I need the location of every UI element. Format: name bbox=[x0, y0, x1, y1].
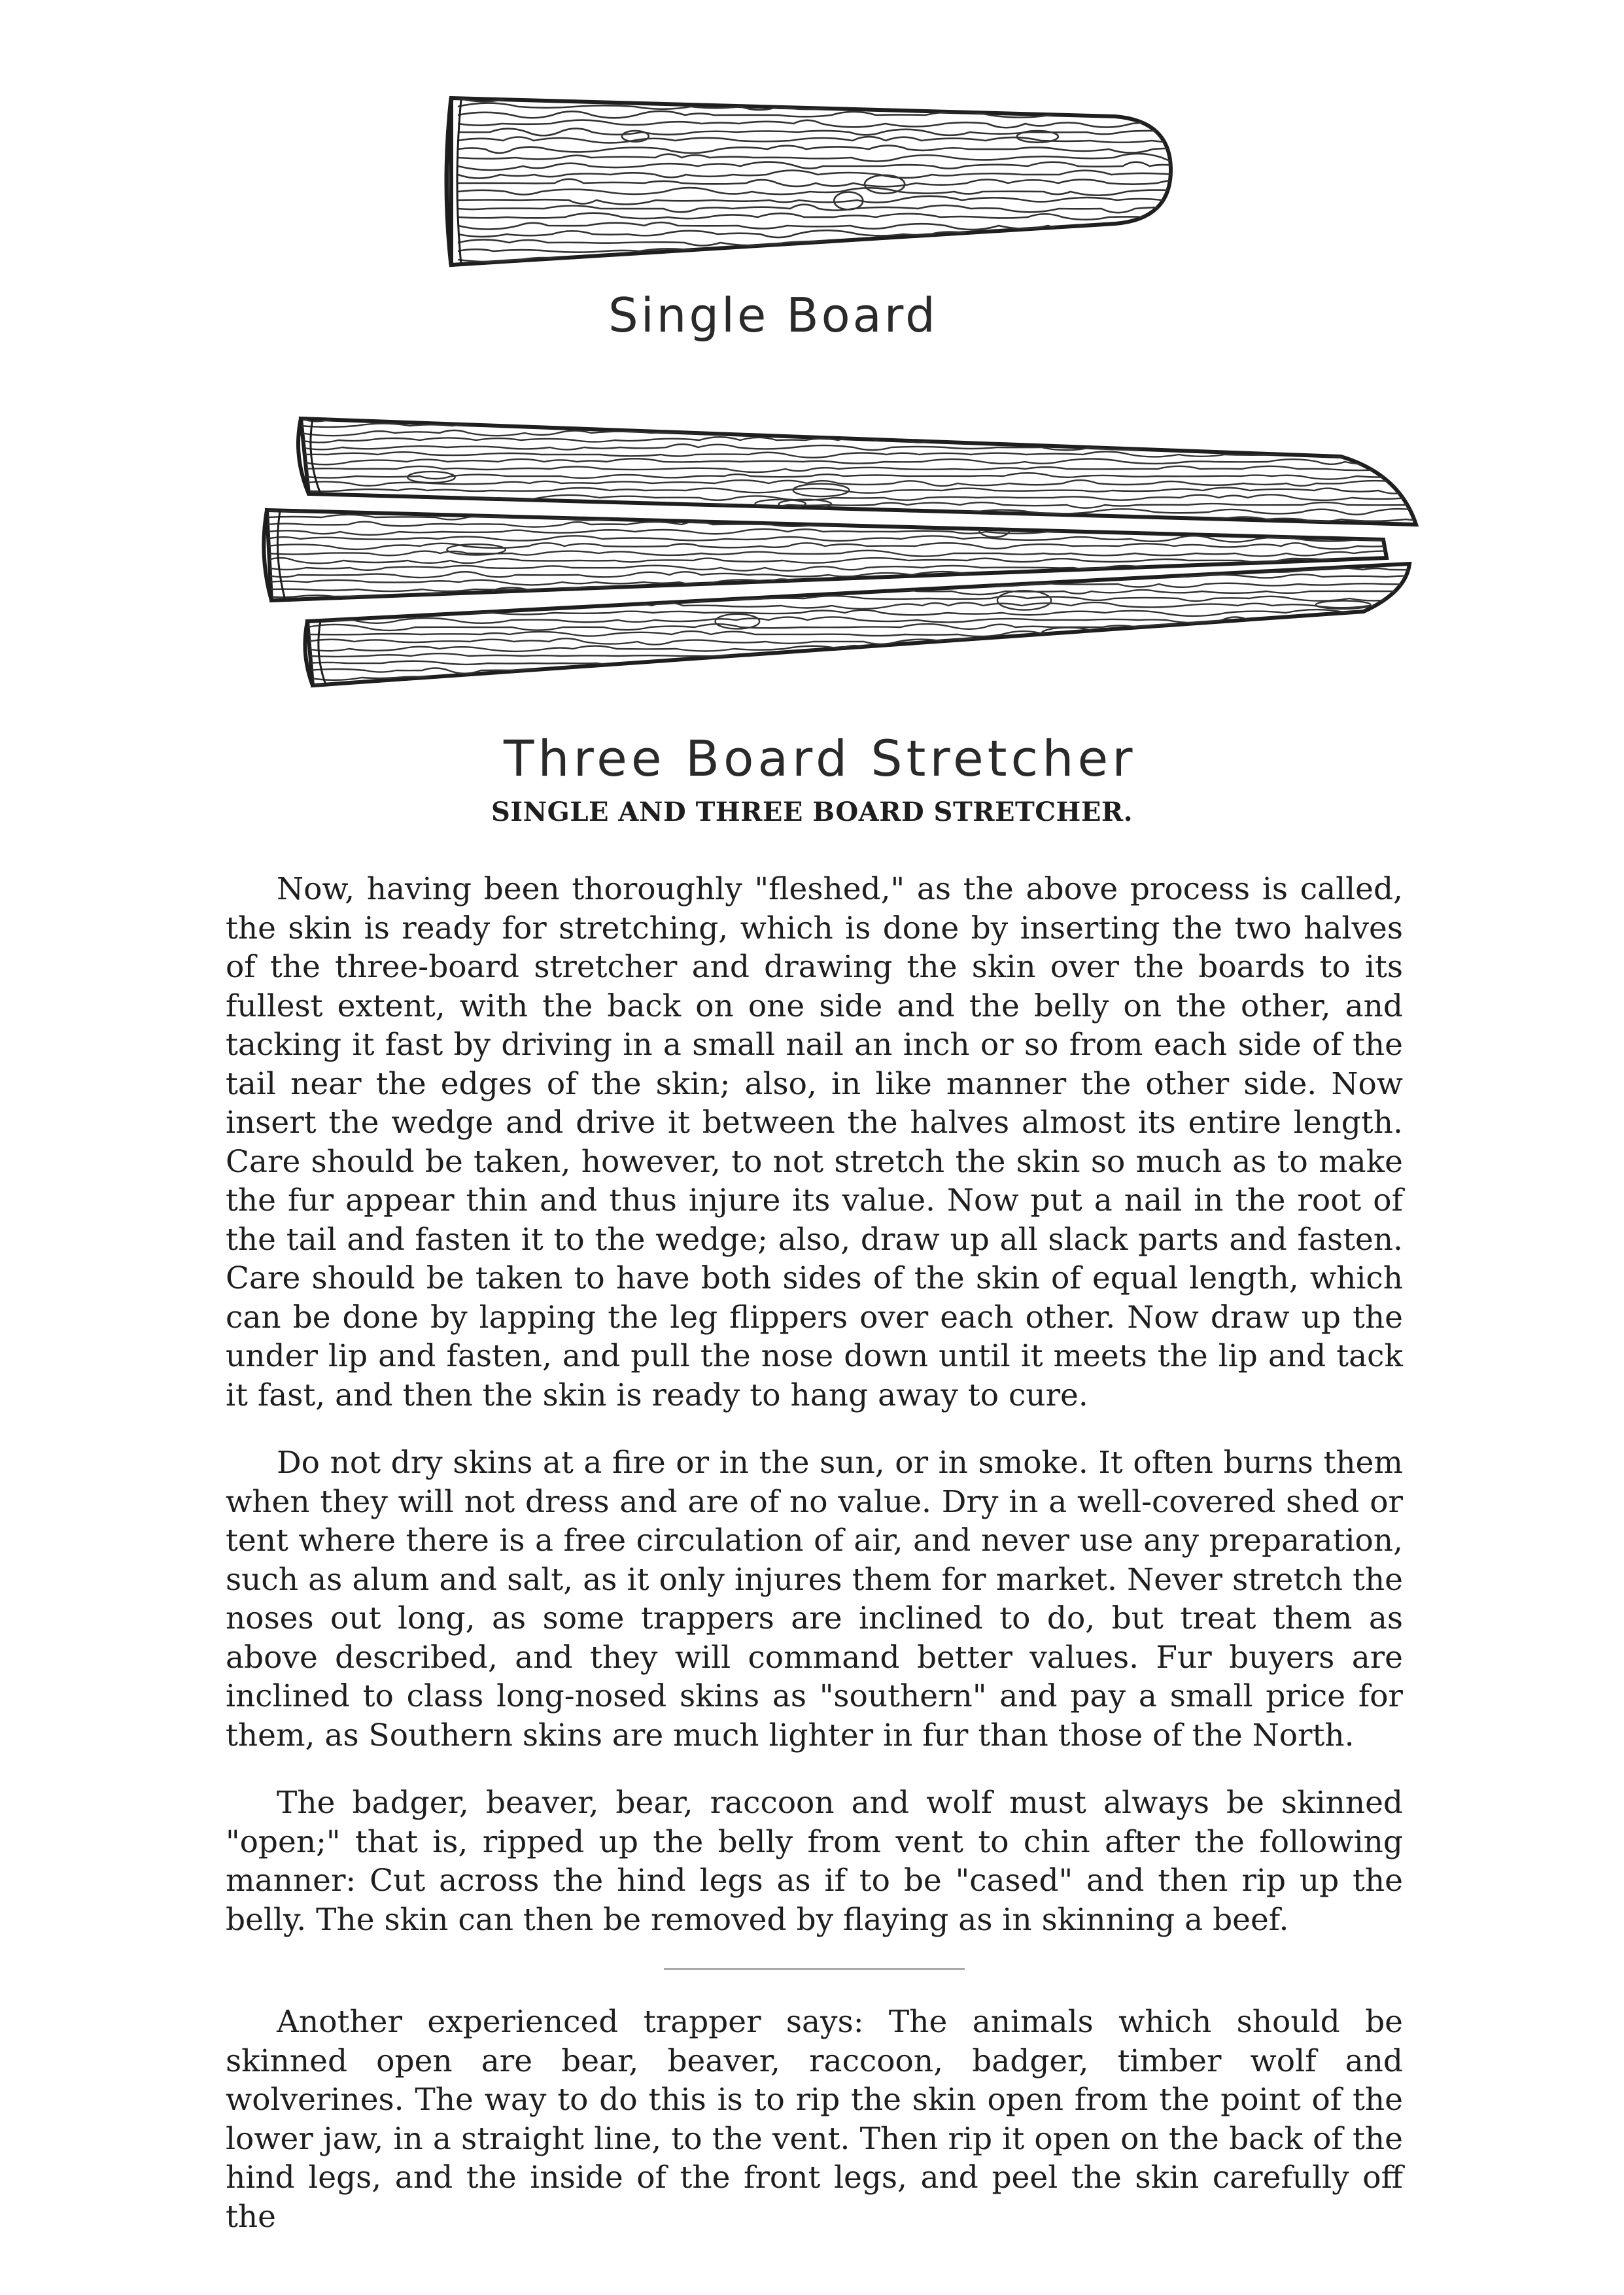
three-board-label: Three Board Stretcher bbox=[504, 729, 1137, 787]
paragraph-open-skinning: The badger, beaver, bear, raccoon and wolf must always be skinned "open;" that is, ripped up the belly from vent to chin after the following manner: Cut across the hind legs as if to be "cased" and then rip up the belly. The skin can then be removed by flaying as in skinning a beef. bbox=[226, 1785, 1403, 1938]
figure-caption: SINGLE AND THREE BOARD STRETCHER. bbox=[491, 797, 1133, 827]
section-divider bbox=[664, 1968, 965, 1970]
body-text bbox=[226, 870, 1403, 2265]
single-board-drawing bbox=[447, 94, 1217, 273]
paragraph-drying: Do not dry skins at a fire or in the sun, or in smoke. It often burns them when they will not dress and are of no value. Dry in a well-covered shed or tent where there is a free circulation of air, and never use any preparation, such as alum and salt, as it only injures them for market. Never stretch the noses out long, as some trappers are inclined to do, but treat them as above described, and they will command better values. Fur buyers are inclined to class long-nosed skins as "southern" and pay a small price for them, as Southern skins are much lighter in fur than those of the North. bbox=[226, 1445, 1403, 1753]
wood-knot bbox=[1032, 645, 1077, 660]
stretcher-drawing bbox=[0, 0, 1624, 850]
wood-knot bbox=[1065, 429, 1090, 440]
paragraph-experienced-trapper: Another experienced trapper says: The animals which should be skinned open are bear, beaver, raccoon, badger, timber wolf and wolverines. The way to do this is to rip the skin open from the point of the lower jaw, in a straight line, to the vent. Then rip it open on the back of the hind legs, and the inside of the front legs, and peel the skin carefully off the bbox=[226, 2004, 1403, 2235]
single-board-label: Single Board bbox=[608, 288, 938, 343]
paragraph-fleshed: Now, having been thoroughly "fleshed," as the above process is called, the skin is ready for stretching, which is done by inserting the two halves of the three-board stretcher and drawing the skin over the boards to its fullest extent, with the back on one side and the belly on the other, and tacking it fast by driving in a small nail an inch or so from each side of the tail near the edges of the skin; also, in like manner the other side. Now insert the wedge and drive it between the halves almost its entire length. Care should be taken, however, to not stretch the skin so much as to make the fur appear thin and thus injure its value. Now put a nail in the root of the tail and fasten it to the wedge; also, draw up all slack parts and fasten. Care should be taken to have both sides of the skin of equal length, which can be done by lapping the leg flippers over each other. Now draw up the under lip and fasten, and pull the nose down until it meets the lip and tack it fast, and then the skin is ready to hang away to cure. bbox=[226, 871, 1403, 1413]
three-board-drawing bbox=[264, 415, 1472, 687]
wood-grain-line bbox=[301, 415, 1426, 421]
wood-grain-line bbox=[307, 682, 1450, 687]
wood-grain-line bbox=[458, 265, 1182, 273]
stretcher-illustration bbox=[0, 0, 1624, 850]
